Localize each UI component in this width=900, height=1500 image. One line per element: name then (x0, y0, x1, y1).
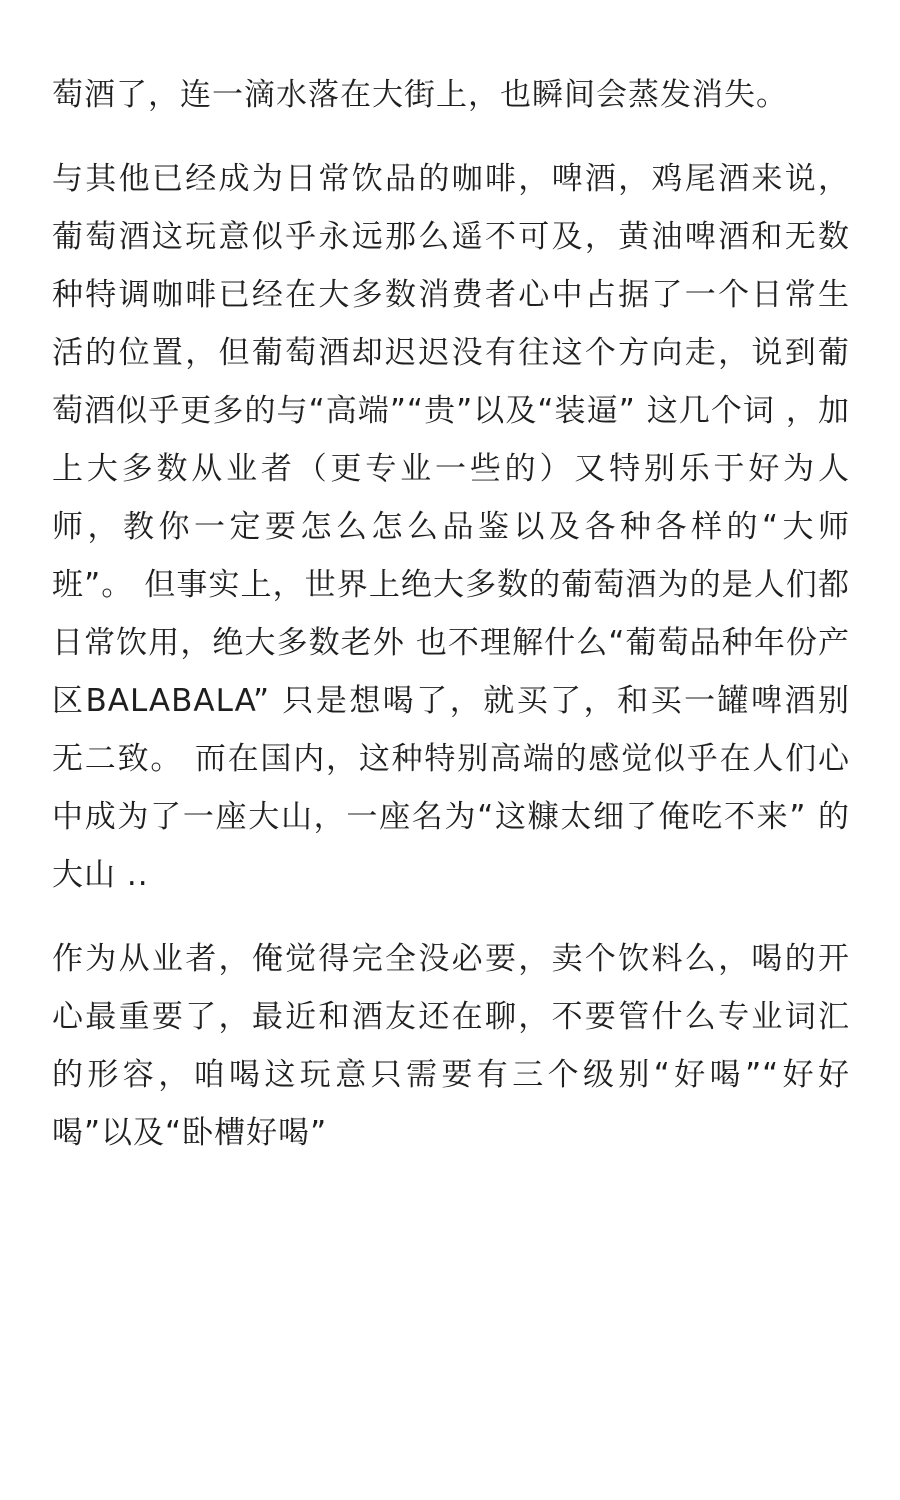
paragraph-1: 萄酒了，连一滴水落在大街上，也瞬间会蒸发消失。 (52, 77, 788, 113)
paragraph-2: 与其他已经成为日常饮品的咖啡，啤酒，鸡尾酒来说，葡萄酒这玩意似乎永远那么遥不可及，黄油啤酒和无数种特调咖啡已经在大多数消费者心中占据了一个日常生活的位置，但葡萄酒却迟迟没有往这个方向走，说到葡萄酒似乎更多的与“高端”“贵”以及“装逼” 这几个词 ，加上大多数从业者（更专业一些的）又特别乐于好为人师，教你一定要怎么怎么品鉴以及各种各样的“大师班”。 但事实上，世界上绝大多数的葡萄酒为的是人们都日常饮用，绝大多数老外 也不理解什么“葡萄品种年份产区BALABALA” 只是想喝了，就买了，和买一罐啤酒别无二致。 而在国内，这种特别高端的感觉似乎在人们心中成为了一座大山，一座名为“这糠太细了俺吃不来” 的大山 .. (52, 161, 850, 893)
article-body (52, 66, 850, 1162)
paragraph-3: 作为从业者，俺觉得完全没必要，卖个饮料么，喝的开心最重要了，最近和酒友还在聊，不要管什么专业词汇的形容，咱喝这玩意只需要有三个级别“好喝”“好好喝”以及“卧槽好喝” (52, 941, 850, 1151)
